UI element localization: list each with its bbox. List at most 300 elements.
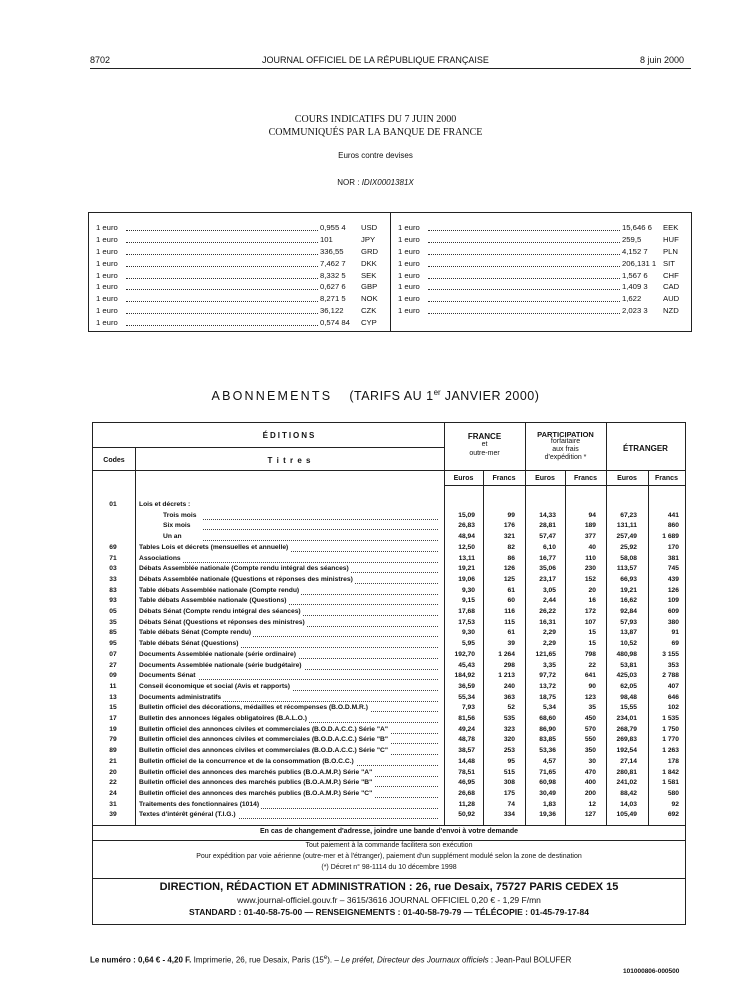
price-cell: 25,92 — [620, 543, 637, 551]
price-cell: 9,30 — [461, 629, 475, 637]
price-cell: 35 — [588, 704, 596, 712]
price-cell: 113,57 — [616, 565, 637, 573]
rate-label: 1 euro — [398, 294, 420, 304]
price-cell: 110 — [585, 554, 596, 562]
edition-code: 71 — [109, 554, 117, 562]
price-cell: 23,17 — [539, 575, 556, 583]
edition-code: 93 — [109, 597, 117, 605]
rate-value: 4,152 7 — [622, 246, 648, 256]
price-cell: 17,68 — [458, 608, 475, 615]
rate-label: 1 euro — [96, 306, 118, 316]
price-cell: 152 — [584, 575, 596, 583]
table-row — [93, 735, 685, 746]
price-cell: 609 — [667, 608, 679, 615]
rate-value: 336,55 — [320, 246, 344, 256]
price-cell: 22 — [588, 661, 596, 669]
price-cell: 323 — [503, 725, 515, 733]
rate-label: 1 euro — [398, 282, 420, 292]
price-cell: 58,08 — [620, 554, 637, 562]
price-cell: 126 — [503, 565, 515, 573]
rate-label: 1 euro — [96, 223, 118, 232]
price-cell: 27,14 — [620, 757, 637, 765]
price-cell: 15 — [588, 629, 596, 637]
payment-notes — [92, 840, 686, 879]
price-cell: 2 788 — [662, 672, 679, 680]
price-cell: 109 — [667, 597, 679, 605]
price-cell: 60 — [507, 597, 515, 605]
unit-francs-part: Francs — [574, 475, 597, 482]
rate-value: 0,574 84 — [320, 318, 350, 328]
price-cell: 39 — [507, 640, 515, 648]
print-reference: 101000806-000500 — [623, 968, 680, 975]
price-cell: 9,30 — [461, 586, 475, 594]
rate-row — [96, 270, 386, 282]
edition-title: Débats Assemblée nationale (Questions et réponses des ministres) — [139, 575, 355, 586]
table-row — [93, 628, 685, 639]
table-row — [93, 661, 685, 672]
rates-divider — [390, 213, 391, 331]
table-row — [93, 607, 685, 618]
price-cell: 5,95 — [461, 640, 475, 648]
table-row — [93, 575, 685, 586]
edition-code: 85 — [109, 629, 117, 637]
price-cell: 30,49 — [539, 789, 556, 797]
leader-dots — [428, 242, 620, 243]
price-cell: 48,94 — [458, 533, 475, 541]
price-cell: 363 — [503, 693, 515, 701]
table-row — [93, 800, 685, 811]
price-cell: 257,49 — [616, 533, 637, 541]
price-cell: 102 — [667, 704, 679, 712]
currency-code: SEK — [361, 270, 377, 280]
price-cell: 55,34 — [458, 693, 475, 701]
price-cell: 91 — [671, 629, 679, 637]
payment-line-1: Tout paiement à la commande facilitera son exécution — [305, 842, 473, 849]
currency-code: CHF — [663, 270, 679, 280]
address-change-notice: En cas de changement d'adresse, joindre une bande d'envoi à votre demande — [92, 824, 686, 841]
price-cell: 470 — [584, 768, 596, 776]
director-name: : Jean-Paul BOLUFER — [488, 955, 572, 965]
price-cell: 18,75 — [539, 693, 556, 701]
price-cell: 1 750 — [662, 725, 679, 733]
leader-dots — [428, 301, 620, 302]
table-row — [93, 725, 685, 736]
price-cell: 19,06 — [458, 575, 475, 583]
currency-code: DKK — [361, 258, 377, 268]
price-cell: 14,33 — [539, 511, 556, 519]
price-cell: 1 264 — [498, 650, 515, 658]
price-cell: 57,47 — [539, 533, 556, 541]
price-cell: 230 — [584, 565, 596, 573]
price-cell: 46,95 — [458, 779, 475, 787]
price-cell: 10,52 — [620, 640, 637, 648]
leader-dots — [126, 301, 318, 302]
tarif-prefix: (TARIFS AU 1 — [349, 389, 434, 404]
price-cell: 15 — [588, 640, 596, 648]
rate-value: 1,622 — [622, 294, 642, 304]
price-cell: 38,57 — [458, 747, 475, 755]
price-cell: 123 — [584, 693, 596, 701]
leader-dots — [203, 529, 438, 530]
price-cell: 192,54 — [616, 747, 637, 755]
leader-dots — [428, 230, 620, 231]
leader-dots — [428, 313, 620, 314]
table-row — [93, 639, 685, 650]
price-cell: 253 — [503, 747, 515, 755]
price-cell: 57,93 — [620, 618, 637, 626]
edition-code: 13 — [109, 693, 117, 701]
rate-row — [96, 305, 386, 317]
edition-code: 15 — [109, 704, 117, 712]
edition-title: Table débats Sénat (Compte rendu) — [139, 628, 253, 639]
price-cell: 515 — [503, 768, 515, 776]
rate-value: 1,409 3 — [622, 282, 648, 292]
edition-title: Bulletin officiel des annonces civiles et commerciales (B.O.D.A.C.C.) Série "B" — [139, 735, 390, 746]
price-cell: 17,53 — [458, 618, 475, 626]
price-cell: 45,43 — [458, 661, 475, 669]
leader-dots — [139, 562, 438, 563]
edition-title: Tables Lois et décrets (mensuelles et annuelle) — [139, 543, 290, 554]
price-cell: 3,05 — [542, 586, 556, 594]
edition-title: Table débats Sénat (Questions) — [139, 639, 240, 650]
participation-header-3: aux frais — [552, 446, 579, 453]
currency-code: SIT — [663, 258, 675, 268]
price-cell: 107 — [584, 618, 596, 626]
table-row — [93, 586, 685, 597]
nor-reference — [0, 178, 751, 187]
price-cell: 36,59 — [458, 682, 475, 690]
price-cell: 450 — [584, 715, 596, 722]
leader-dots — [126, 266, 318, 267]
direction-box — [92, 878, 686, 925]
table-row — [93, 789, 685, 800]
edition-code: 79 — [109, 736, 117, 744]
price-cell: 1 213 — [498, 672, 515, 680]
price-cell: 3,35 — [542, 661, 556, 669]
rate-row — [96, 281, 386, 293]
rate-value: 8,332 5 — [320, 270, 346, 280]
tarif-sup: er — [433, 388, 441, 397]
price-cell: 52 — [507, 704, 515, 712]
rate-row — [398, 246, 688, 258]
edition-title: Textes d'intérêt général (T.I.G.) — [139, 810, 238, 821]
rate-row — [96, 317, 386, 329]
codes-header: Codes — [103, 457, 125, 464]
price-cell: 6,10 — [542, 543, 556, 551]
price-cell: 692 — [667, 811, 679, 819]
leader-dots — [126, 313, 318, 314]
rates-title-line1: COURS INDICATIFS DU 7 JUIN 2000 — [294, 114, 457, 125]
leader-dots — [126, 230, 318, 231]
currency-code: CAD — [663, 282, 680, 292]
price-cell: 121,65 — [535, 650, 556, 658]
currency-code: NZD — [663, 306, 679, 316]
price-cell: 92,84 — [620, 608, 637, 615]
imprint-sup: e — [323, 955, 328, 961]
edition-title: Bulletin officiel des annonces des marchés publics (B.O.A.M.P.) Série "C" — [139, 789, 374, 800]
price-cell: 1 581 — [662, 779, 679, 787]
edition-title: Bulletin des annonces légales obligatoires (B.A.L.O.) — [139, 714, 309, 725]
rate-value: 0,627 6 — [320, 282, 346, 292]
price-cell: 480,98 — [616, 650, 637, 658]
table-row — [93, 521, 685, 532]
currency-code: USD — [361, 223, 378, 232]
unit-francs-etranger: Francs — [655, 475, 678, 482]
price-cell: 381 — [667, 554, 679, 562]
price-cell: 308 — [503, 779, 515, 787]
price-cell: 425,03 — [616, 672, 637, 680]
france-header-3: outre-mer — [469, 450, 500, 457]
price-cell: 439 — [667, 575, 679, 583]
unit-euros-france: Euros — [453, 475, 474, 482]
currency-code: NOK — [361, 294, 378, 304]
price-cell: 334 — [503, 811, 515, 819]
price-cell: 116 — [504, 608, 515, 615]
imprint-footer — [90, 955, 571, 965]
rate-value: 7,462 7 — [320, 258, 346, 268]
table-row — [93, 693, 685, 704]
currency-code: GBP — [361, 282, 378, 292]
price-cell: 189 — [584, 522, 596, 530]
price-cell: 30 — [588, 757, 596, 765]
table-row — [93, 564, 685, 575]
rate-row — [96, 222, 386, 234]
price-cell: 90 — [588, 682, 596, 690]
edition-title: Bulletin officiel des annonces des marchés publics (B.O.A.M.P.) Série "A" — [139, 768, 374, 779]
rate-label: 1 euro — [398, 246, 420, 256]
table-row — [93, 618, 685, 629]
table-row — [93, 554, 685, 565]
price-cell: 97,72 — [539, 672, 556, 680]
edition-title: Bulletin officiel des décorations, médailles et récompenses (B.O.D.M.R.) — [139, 703, 370, 714]
price-cell: 1 535 — [662, 715, 679, 722]
currency-code: PLN — [663, 246, 678, 256]
edition-code: 33 — [109, 575, 117, 583]
price-cell: 62,05 — [620, 682, 637, 690]
rate-label: 1 euro — [96, 234, 118, 244]
exchange-rates-box — [88, 212, 692, 332]
table-row — [93, 746, 685, 757]
payment-line-3: (*) Décret n° 98-1114 du 10 décembre 1998 — [321, 864, 457, 871]
price-cell: 646 — [667, 693, 679, 701]
price-cell: 26,22 — [539, 608, 556, 615]
edition-title: Bulletin officiel des annonces des marchés publics (B.O.A.M.P.) Série "B" — [139, 778, 374, 789]
edition-code: 27 — [109, 661, 117, 669]
rate-value: 2,023 3 — [622, 306, 648, 316]
price-cell: 280,81 — [616, 768, 637, 776]
unit-euros-part: Euros — [535, 475, 555, 482]
edition-code: 31 — [109, 800, 117, 808]
rate-label: 1 euro — [398, 270, 420, 280]
leader-dots — [126, 254, 318, 255]
price-cell: 68,60 — [539, 715, 556, 722]
edition-code: 05 — [109, 608, 117, 615]
rates-left-column — [96, 222, 386, 329]
imprint-text: Imprimerie, 26, rue Desaix, Paris (15 — [191, 955, 324, 965]
price-cell: 126 — [667, 586, 679, 594]
price-cell: 81,56 — [458, 715, 475, 722]
edition-code: 19 — [109, 725, 117, 733]
currency-code: CZK — [361, 306, 377, 316]
price-cell: 178 — [667, 757, 679, 765]
price-cell: 14,03 — [620, 800, 637, 808]
price-cell: 19,21 — [458, 565, 475, 573]
leader-dots — [203, 519, 438, 520]
france-header: FRANCE — [467, 432, 502, 441]
table-row — [93, 543, 685, 554]
rate-label: 1 euro — [96, 282, 118, 292]
price-cell: 19,36 — [539, 811, 556, 819]
rate-label: 1 euro — [96, 270, 118, 280]
france-header-2: et — [481, 441, 488, 448]
rate-value: 0,955 4 — [320, 223, 346, 232]
edition-title: Un an — [163, 532, 184, 543]
rate-row — [398, 270, 688, 282]
edition-code: 39 — [109, 811, 117, 819]
price-cell: 170 — [667, 543, 679, 551]
price-cell: 268,79 — [616, 725, 637, 733]
price-cell: 2,44 — [542, 597, 556, 605]
edition-title: Documents Assemblée nationale (série budgétaire) — [139, 661, 304, 672]
rate-label: 1 euro — [96, 246, 118, 256]
price-cell: 125 — [503, 575, 515, 583]
payment-line-2: Pour expédition par voie aérienne (outre-mer et à l'étranger), paiement d'un supplément modulé selon la zone de destination — [196, 853, 582, 860]
price-cell: 175 — [503, 789, 515, 797]
table-row — [93, 703, 685, 714]
price-cell: 105,49 — [616, 811, 637, 819]
price-cell: 400 — [584, 779, 596, 787]
price-cell: 570 — [584, 725, 596, 733]
edition-title: Traitements des fonctionnaires (1014) — [139, 800, 261, 811]
edition-title: Table débats Assemblée nationale (Questions) — [139, 596, 289, 607]
direction-address: DIRECTION, RÉDACTION ET ADMINISTRATION : 26, rue Desaix, 75727 PARIS CEDEX 15 — [159, 881, 619, 893]
price-cell: 535 — [503, 715, 515, 722]
price-cell: 48,78 — [458, 736, 475, 744]
rate-value: 206,131 1 — [622, 258, 657, 268]
price-cell: 86 — [507, 554, 515, 562]
participation-header-4: d'expédition * — [544, 454, 587, 461]
price-cell: 19,21 — [620, 586, 637, 594]
price-cell: 40 — [588, 543, 596, 551]
rate-value: 15,646 6 — [622, 223, 652, 232]
rate-label: 1 euro — [96, 294, 118, 304]
header-rule — [90, 68, 691, 69]
rate-value: 8,271 5 — [320, 294, 346, 304]
leader-dots — [428, 254, 620, 255]
price-cell: 2,29 — [542, 629, 556, 637]
edition-code: 17 — [109, 715, 117, 722]
table-row — [93, 682, 685, 693]
unit-euros-etranger: Euros — [617, 475, 637, 482]
rate-row — [96, 234, 386, 246]
edition-title: Débats Sénat (Compte rendu intégral des séances) — [139, 607, 303, 618]
price-cell: 71,65 — [539, 768, 556, 776]
table-row — [93, 778, 685, 789]
edition-title: Documents Sénat — [139, 671, 198, 682]
price-cell: 95 — [507, 757, 515, 765]
edition-code: 20 — [109, 768, 117, 776]
edition-code: 95 — [109, 640, 117, 648]
edition-code: 89 — [109, 747, 117, 755]
price-cell: 49,24 — [458, 725, 475, 733]
price-cell: 67,23 — [620, 511, 637, 519]
price-cell: 441 — [667, 511, 679, 519]
edition-code: 83 — [109, 586, 117, 594]
edition-title: Trois mois — [163, 511, 198, 522]
tarif-suffix: JANVIER 2000) — [440, 389, 540, 404]
price-cell: 98,48 — [620, 693, 637, 701]
edition-title: Documents Assemblée nationale (série ordinaire) — [139, 650, 298, 661]
price-cell: 1 263 — [662, 747, 679, 755]
leader-dots — [428, 266, 620, 267]
price-cell: 50,92 — [458, 811, 475, 819]
price-cell: 94 — [588, 511, 596, 519]
price-cell: 127 — [584, 811, 596, 819]
currency-code: JPY — [361, 234, 376, 244]
price-cell: 16,31 — [539, 618, 556, 626]
currency-code: AUD — [663, 294, 680, 304]
price-cell: 407 — [667, 682, 679, 690]
rates-title-line2: COMMUNIQUÉS PAR LA BANQUE DE FRANCE — [268, 127, 483, 138]
table-row — [93, 768, 685, 779]
price-cell: 61 — [507, 629, 515, 637]
price-cell: 131,11 — [616, 522, 637, 530]
rate-row — [96, 258, 386, 270]
currency-code: GRD — [361, 246, 379, 256]
rates-subtitle: Euros contre devises — [338, 151, 413, 160]
edition-code: 09 — [109, 672, 117, 680]
price-cell: 15,09 — [458, 511, 475, 519]
price-cell: 3 155 — [662, 650, 679, 658]
rate-value: 1,567 6 — [622, 270, 648, 280]
price-cell: 53,36 — [539, 747, 556, 755]
price-cell: 1,83 — [542, 800, 556, 808]
price-cell: 641 — [584, 672, 596, 680]
etranger-header: ÉTRANGER — [623, 444, 668, 453]
table-row — [93, 532, 685, 543]
rate-label: 1 euro — [398, 223, 420, 232]
table-row — [93, 671, 685, 682]
edition-title: Associations — [139, 554, 183, 565]
edition-code: 35 — [109, 618, 117, 626]
leader-dots — [203, 540, 438, 541]
price-cell: 192,70 — [454, 650, 475, 658]
currency-code: EEK — [663, 223, 679, 232]
table-row — [93, 714, 685, 725]
rate-value: 259,5 — [622, 234, 642, 244]
rate-row — [398, 234, 688, 246]
price-cell: 13,87 — [620, 629, 637, 637]
rate-row — [398, 281, 688, 293]
edition-title: Bulletin officiel des annonces civiles et commerciales (B.O.D.A.C.C.) Série "A" — [139, 725, 390, 736]
edition-code: 07 — [109, 650, 117, 658]
nor-label: NOR : — [337, 178, 360, 187]
table-row — [93, 596, 685, 607]
price-cell: 15,55 — [620, 704, 637, 712]
rate-row — [398, 305, 688, 317]
leader-dots — [126, 242, 318, 243]
edition-code: 01 — [109, 501, 117, 508]
edition-code: 24 — [109, 789, 117, 797]
price-cell: 60,98 — [539, 779, 556, 787]
journal-title: JOURNAL OFFICIEL DE LA RÉPUBLIQUE FRANÇAISE — [262, 55, 489, 65]
currency-code: CYP — [361, 318, 377, 328]
price-cell: 377 — [584, 533, 596, 541]
edition-code: 03 — [109, 565, 117, 573]
edition-title: Table débats Assemblée nationale (Compte rendu) — [139, 586, 301, 597]
participation-header-2: forfaitaire — [550, 438, 581, 445]
issue-price: Le numéro : 0,64 € - 4,20 F. — [90, 955, 192, 965]
